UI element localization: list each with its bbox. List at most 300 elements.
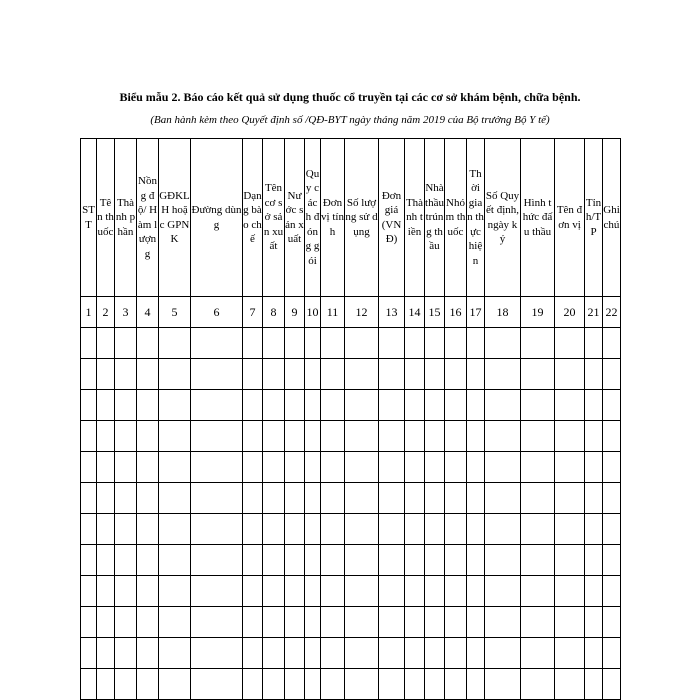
column-number: 18 bbox=[485, 297, 521, 328]
table-cell bbox=[321, 421, 345, 452]
table-cell bbox=[445, 669, 467, 700]
table-cell bbox=[345, 452, 379, 483]
table-cell bbox=[345, 514, 379, 545]
table-row bbox=[81, 669, 621, 700]
table-cell bbox=[97, 576, 115, 607]
table-cell bbox=[425, 545, 445, 576]
table-cell bbox=[243, 328, 263, 359]
table-cell bbox=[467, 421, 485, 452]
column-number: 3 bbox=[115, 297, 137, 328]
table-cell bbox=[425, 669, 445, 700]
table-cell bbox=[159, 328, 191, 359]
table-cell bbox=[115, 576, 137, 607]
table-cell bbox=[321, 638, 345, 669]
header-cell: Đơn giá (VNĐ) bbox=[379, 139, 405, 297]
table-cell bbox=[585, 576, 603, 607]
table-cell bbox=[405, 576, 425, 607]
report-table bbox=[80, 138, 621, 700]
table-cell bbox=[115, 421, 137, 452]
table-cell bbox=[405, 452, 425, 483]
table-cell bbox=[97, 607, 115, 638]
table-cell bbox=[379, 421, 405, 452]
table-cell bbox=[159, 545, 191, 576]
table-cell bbox=[159, 483, 191, 514]
header-cell: Nhà thầu trúng thầu bbox=[425, 139, 445, 297]
table-cell bbox=[191, 328, 243, 359]
table-cell bbox=[379, 359, 405, 390]
table-cell bbox=[159, 359, 191, 390]
table-cell bbox=[191, 390, 243, 421]
table-cell bbox=[263, 638, 285, 669]
table-cell bbox=[305, 390, 321, 421]
table-cell bbox=[603, 638, 621, 669]
table-cell bbox=[115, 483, 137, 514]
table-cell bbox=[425, 452, 445, 483]
table-cell bbox=[485, 669, 521, 700]
table-cell bbox=[115, 607, 137, 638]
table-cell bbox=[115, 514, 137, 545]
table-cell bbox=[81, 452, 97, 483]
table-cell bbox=[159, 452, 191, 483]
table-cell bbox=[425, 576, 445, 607]
header-cell: Tên cơ sở sản xuất bbox=[263, 139, 285, 297]
table-cell bbox=[263, 514, 285, 545]
table-cell bbox=[521, 452, 555, 483]
table-cell bbox=[445, 390, 467, 421]
table-cell bbox=[243, 669, 263, 700]
table-cell bbox=[263, 390, 285, 421]
table-cell bbox=[521, 359, 555, 390]
table-cell bbox=[243, 421, 263, 452]
column-number: 1 bbox=[81, 297, 97, 328]
table-cell bbox=[585, 421, 603, 452]
table-cell bbox=[285, 638, 305, 669]
table-cell bbox=[467, 638, 485, 669]
table-cell bbox=[603, 669, 621, 700]
table-cell bbox=[425, 421, 445, 452]
column-number: 2 bbox=[97, 297, 115, 328]
header-cell: Nước sản xuất bbox=[285, 139, 305, 297]
table-cell bbox=[467, 359, 485, 390]
table-cell bbox=[305, 452, 321, 483]
table-cell bbox=[603, 452, 621, 483]
table-cell bbox=[285, 359, 305, 390]
column-number: 21 bbox=[585, 297, 603, 328]
table-cell bbox=[321, 452, 345, 483]
table-cell bbox=[285, 514, 305, 545]
table-cell bbox=[159, 669, 191, 700]
table-cell bbox=[305, 607, 321, 638]
table-cell bbox=[191, 483, 243, 514]
table-cell bbox=[285, 421, 305, 452]
table-cell bbox=[243, 576, 263, 607]
table-cell bbox=[603, 390, 621, 421]
table-cell bbox=[243, 452, 263, 483]
table-cell bbox=[159, 607, 191, 638]
table-cell bbox=[425, 390, 445, 421]
table-cell bbox=[305, 514, 321, 545]
table-cell bbox=[263, 359, 285, 390]
table-cell bbox=[445, 607, 467, 638]
table-cell bbox=[467, 545, 485, 576]
table-cell bbox=[405, 607, 425, 638]
table-cell bbox=[81, 359, 97, 390]
table-cell bbox=[97, 328, 115, 359]
table-row bbox=[81, 514, 621, 545]
table-cell bbox=[555, 638, 585, 669]
table-cell bbox=[263, 669, 285, 700]
table-cell bbox=[445, 638, 467, 669]
table-cell bbox=[405, 669, 425, 700]
table-cell bbox=[321, 483, 345, 514]
table-cell bbox=[445, 483, 467, 514]
table-cell bbox=[445, 514, 467, 545]
table-cell bbox=[555, 483, 585, 514]
table-cell bbox=[305, 669, 321, 700]
table-cell bbox=[555, 669, 585, 700]
table-cell bbox=[137, 669, 159, 700]
table-cell bbox=[321, 514, 345, 545]
table-cell bbox=[263, 452, 285, 483]
table-cell bbox=[521, 328, 555, 359]
table-cell bbox=[467, 452, 485, 483]
table-cell bbox=[485, 390, 521, 421]
table-cell bbox=[445, 328, 467, 359]
table-cell bbox=[243, 607, 263, 638]
header-cell: Số lượng sử dụng bbox=[345, 139, 379, 297]
table-cell bbox=[379, 452, 405, 483]
table-cell bbox=[321, 390, 345, 421]
table-cell bbox=[485, 638, 521, 669]
table-cell bbox=[405, 514, 425, 545]
table-cell bbox=[191, 669, 243, 700]
table-cell bbox=[81, 483, 97, 514]
table-cell bbox=[321, 359, 345, 390]
table-cell bbox=[97, 390, 115, 421]
table-cell bbox=[191, 421, 243, 452]
table-cell bbox=[305, 545, 321, 576]
table-cell bbox=[243, 638, 263, 669]
table-cell bbox=[485, 359, 521, 390]
header-cell: Nồng độ/ Hàm lượng bbox=[137, 139, 159, 297]
column-number: 11 bbox=[321, 297, 345, 328]
header-cell: Thời gian thực hiện bbox=[467, 139, 485, 297]
table-cell bbox=[405, 483, 425, 514]
table-cell bbox=[97, 452, 115, 483]
table-cell bbox=[603, 607, 621, 638]
table-cell bbox=[585, 607, 603, 638]
table-row bbox=[81, 390, 621, 421]
table-cell bbox=[115, 359, 137, 390]
table-cell bbox=[603, 421, 621, 452]
table-cell bbox=[305, 576, 321, 607]
header-cell: Tỉnh/TP bbox=[585, 139, 603, 297]
table-cell bbox=[379, 638, 405, 669]
table-cell bbox=[263, 576, 285, 607]
table-cell bbox=[467, 328, 485, 359]
table-cell bbox=[191, 452, 243, 483]
form-subtitle: (Ban hành kèm theo Quyết định số /QĐ-BYT ngày tháng năm 2019 của Bộ trưởng Bộ Y tế) bbox=[150, 114, 550, 126]
table-cell bbox=[345, 483, 379, 514]
table-cell bbox=[585, 669, 603, 700]
table-cell bbox=[285, 545, 305, 576]
table-cell bbox=[191, 607, 243, 638]
table-cell bbox=[321, 545, 345, 576]
table-cell bbox=[345, 421, 379, 452]
table-cell bbox=[521, 514, 555, 545]
table-row bbox=[81, 638, 621, 669]
header-cell: Quy cách đóng gói bbox=[305, 139, 321, 297]
table-cell bbox=[585, 514, 603, 545]
table-row bbox=[81, 328, 621, 359]
table-cell bbox=[159, 421, 191, 452]
table-cell bbox=[405, 421, 425, 452]
table-cell bbox=[379, 390, 405, 421]
table-cell bbox=[379, 545, 405, 576]
table-cell bbox=[485, 452, 521, 483]
table-cell bbox=[585, 545, 603, 576]
column-number: 20 bbox=[555, 297, 585, 328]
table-cell bbox=[285, 483, 305, 514]
table-cell bbox=[425, 607, 445, 638]
column-number: 13 bbox=[379, 297, 405, 328]
table-cell bbox=[243, 359, 263, 390]
table-cell bbox=[321, 607, 345, 638]
header-cell: Đơn vị tính bbox=[321, 139, 345, 297]
table-cell bbox=[405, 638, 425, 669]
table-cell bbox=[521, 607, 555, 638]
table-cell bbox=[191, 576, 243, 607]
table-cell bbox=[485, 421, 521, 452]
table-cell bbox=[345, 328, 379, 359]
table-cell bbox=[285, 452, 305, 483]
table-cell bbox=[445, 452, 467, 483]
table-row bbox=[81, 576, 621, 607]
table-cell bbox=[305, 359, 321, 390]
table-cell bbox=[467, 483, 485, 514]
table-row bbox=[81, 545, 621, 576]
table-cell bbox=[379, 514, 405, 545]
table-row bbox=[81, 359, 621, 390]
table-cell bbox=[445, 359, 467, 390]
table-row bbox=[81, 452, 621, 483]
table-cell bbox=[555, 576, 585, 607]
table-cell bbox=[97, 483, 115, 514]
header-cell: Tên đơn vị bbox=[555, 139, 585, 297]
table-cell bbox=[467, 669, 485, 700]
header-cell: Số Quyết định, ngày ký bbox=[485, 139, 521, 297]
table-cell bbox=[321, 576, 345, 607]
table-cell bbox=[555, 607, 585, 638]
column-number: 9 bbox=[285, 297, 305, 328]
table-cell bbox=[285, 669, 305, 700]
table-cell bbox=[345, 576, 379, 607]
table-cell bbox=[305, 483, 321, 514]
table-cell bbox=[115, 545, 137, 576]
table-cell bbox=[81, 669, 97, 700]
table-cell bbox=[485, 607, 521, 638]
table-cell bbox=[467, 514, 485, 545]
table-cell bbox=[445, 421, 467, 452]
table-cell bbox=[345, 607, 379, 638]
header-cell: Thành tiền bbox=[405, 139, 425, 297]
table-cell bbox=[97, 545, 115, 576]
table-cell bbox=[81, 328, 97, 359]
header-cell: Thành phần bbox=[115, 139, 137, 297]
table-cell bbox=[305, 421, 321, 452]
table-cell bbox=[405, 390, 425, 421]
table-cell bbox=[485, 576, 521, 607]
table-row bbox=[81, 421, 621, 452]
table-cell bbox=[555, 514, 585, 545]
table-cell bbox=[137, 545, 159, 576]
table-cell bbox=[115, 328, 137, 359]
table-cell bbox=[137, 638, 159, 669]
table-cell bbox=[379, 328, 405, 359]
column-number: 15 bbox=[425, 297, 445, 328]
table-cell bbox=[81, 607, 97, 638]
table-cell bbox=[521, 421, 555, 452]
table-cell bbox=[467, 576, 485, 607]
table-cell bbox=[555, 359, 585, 390]
table-cell bbox=[345, 390, 379, 421]
table-cell bbox=[321, 328, 345, 359]
table-cell bbox=[379, 607, 405, 638]
table-cell bbox=[137, 359, 159, 390]
table-cell bbox=[585, 483, 603, 514]
table-cell bbox=[285, 328, 305, 359]
table-cell bbox=[115, 390, 137, 421]
table-cell bbox=[159, 638, 191, 669]
table-cell bbox=[603, 514, 621, 545]
table-cell bbox=[243, 545, 263, 576]
table-cell bbox=[603, 359, 621, 390]
column-number: 19 bbox=[521, 297, 555, 328]
table-cell bbox=[425, 483, 445, 514]
table-cell bbox=[115, 452, 137, 483]
table-cell bbox=[81, 514, 97, 545]
table-cell bbox=[305, 638, 321, 669]
column-number: 17 bbox=[467, 297, 485, 328]
table-cell bbox=[445, 545, 467, 576]
table-cell bbox=[585, 328, 603, 359]
table-cell bbox=[159, 390, 191, 421]
table-cell bbox=[137, 421, 159, 452]
table-cell bbox=[137, 514, 159, 545]
table-cell bbox=[521, 669, 555, 700]
table-cell bbox=[285, 576, 305, 607]
header-cell: Tên thuốc bbox=[97, 139, 115, 297]
table-cell bbox=[585, 452, 603, 483]
table-cell bbox=[585, 390, 603, 421]
table-cell bbox=[603, 328, 621, 359]
table-row bbox=[81, 483, 621, 514]
table-cell bbox=[97, 638, 115, 669]
table-cell bbox=[555, 421, 585, 452]
table-cell bbox=[405, 359, 425, 390]
table-cell bbox=[243, 483, 263, 514]
table-cell bbox=[115, 669, 137, 700]
table-cell bbox=[191, 638, 243, 669]
table-cell bbox=[521, 638, 555, 669]
table-cell bbox=[521, 483, 555, 514]
table-cell bbox=[263, 483, 285, 514]
column-number-row bbox=[81, 297, 621, 328]
table-cell bbox=[285, 607, 305, 638]
table-cell bbox=[81, 390, 97, 421]
header-cell: GĐKLH hoặc GPNK bbox=[159, 139, 191, 297]
column-number: 6 bbox=[191, 297, 243, 328]
table-cell bbox=[81, 421, 97, 452]
table-cell bbox=[521, 576, 555, 607]
header-cell: Nhóm thuốc bbox=[445, 139, 467, 297]
table-cell bbox=[405, 328, 425, 359]
table-cell bbox=[379, 483, 405, 514]
table-cell bbox=[243, 390, 263, 421]
column-number: 4 bbox=[137, 297, 159, 328]
table-cell bbox=[485, 328, 521, 359]
table-cell bbox=[345, 545, 379, 576]
table-cell bbox=[263, 328, 285, 359]
table-cell bbox=[137, 390, 159, 421]
header-row bbox=[81, 139, 621, 297]
column-number: 8 bbox=[263, 297, 285, 328]
column-number: 7 bbox=[243, 297, 263, 328]
table-cell bbox=[379, 669, 405, 700]
table-cell bbox=[485, 514, 521, 545]
table-cell bbox=[467, 390, 485, 421]
table-cell bbox=[405, 545, 425, 576]
table-cell bbox=[305, 328, 321, 359]
table-cell bbox=[603, 545, 621, 576]
column-number: 22 bbox=[603, 297, 621, 328]
table-cell bbox=[191, 359, 243, 390]
form-title: Biểu mẫu 2. Báo cáo kết quả sử dụng thuốc cổ truyền tại các cơ sở khám bệnh, chữa bệnh. bbox=[119, 90, 581, 104]
column-number: 16 bbox=[445, 297, 467, 328]
table-cell bbox=[603, 483, 621, 514]
table-cell bbox=[467, 607, 485, 638]
table-row bbox=[81, 607, 621, 638]
table-cell bbox=[97, 359, 115, 390]
header-cell: Dạng bào chế bbox=[243, 139, 263, 297]
table-cell bbox=[585, 638, 603, 669]
column-number: 14 bbox=[405, 297, 425, 328]
column-number: 5 bbox=[159, 297, 191, 328]
table-cell bbox=[521, 545, 555, 576]
table-cell bbox=[263, 545, 285, 576]
table-cell bbox=[285, 390, 305, 421]
column-number: 10 bbox=[305, 297, 321, 328]
header-cell: Ghi chú bbox=[603, 139, 621, 297]
table-cell bbox=[485, 483, 521, 514]
table-cell bbox=[97, 514, 115, 545]
table-cell bbox=[603, 576, 621, 607]
table-cell bbox=[321, 669, 345, 700]
table-cell bbox=[555, 545, 585, 576]
header-cell: STT bbox=[81, 139, 97, 297]
table-cell bbox=[263, 421, 285, 452]
table-cell bbox=[445, 576, 467, 607]
table-cell bbox=[345, 669, 379, 700]
table-cell bbox=[115, 638, 137, 669]
table-cell bbox=[191, 545, 243, 576]
table-cell bbox=[425, 328, 445, 359]
table-cell bbox=[159, 576, 191, 607]
table-cell bbox=[137, 328, 159, 359]
table-cell bbox=[345, 638, 379, 669]
table-cell bbox=[521, 390, 555, 421]
table-cell bbox=[425, 514, 445, 545]
